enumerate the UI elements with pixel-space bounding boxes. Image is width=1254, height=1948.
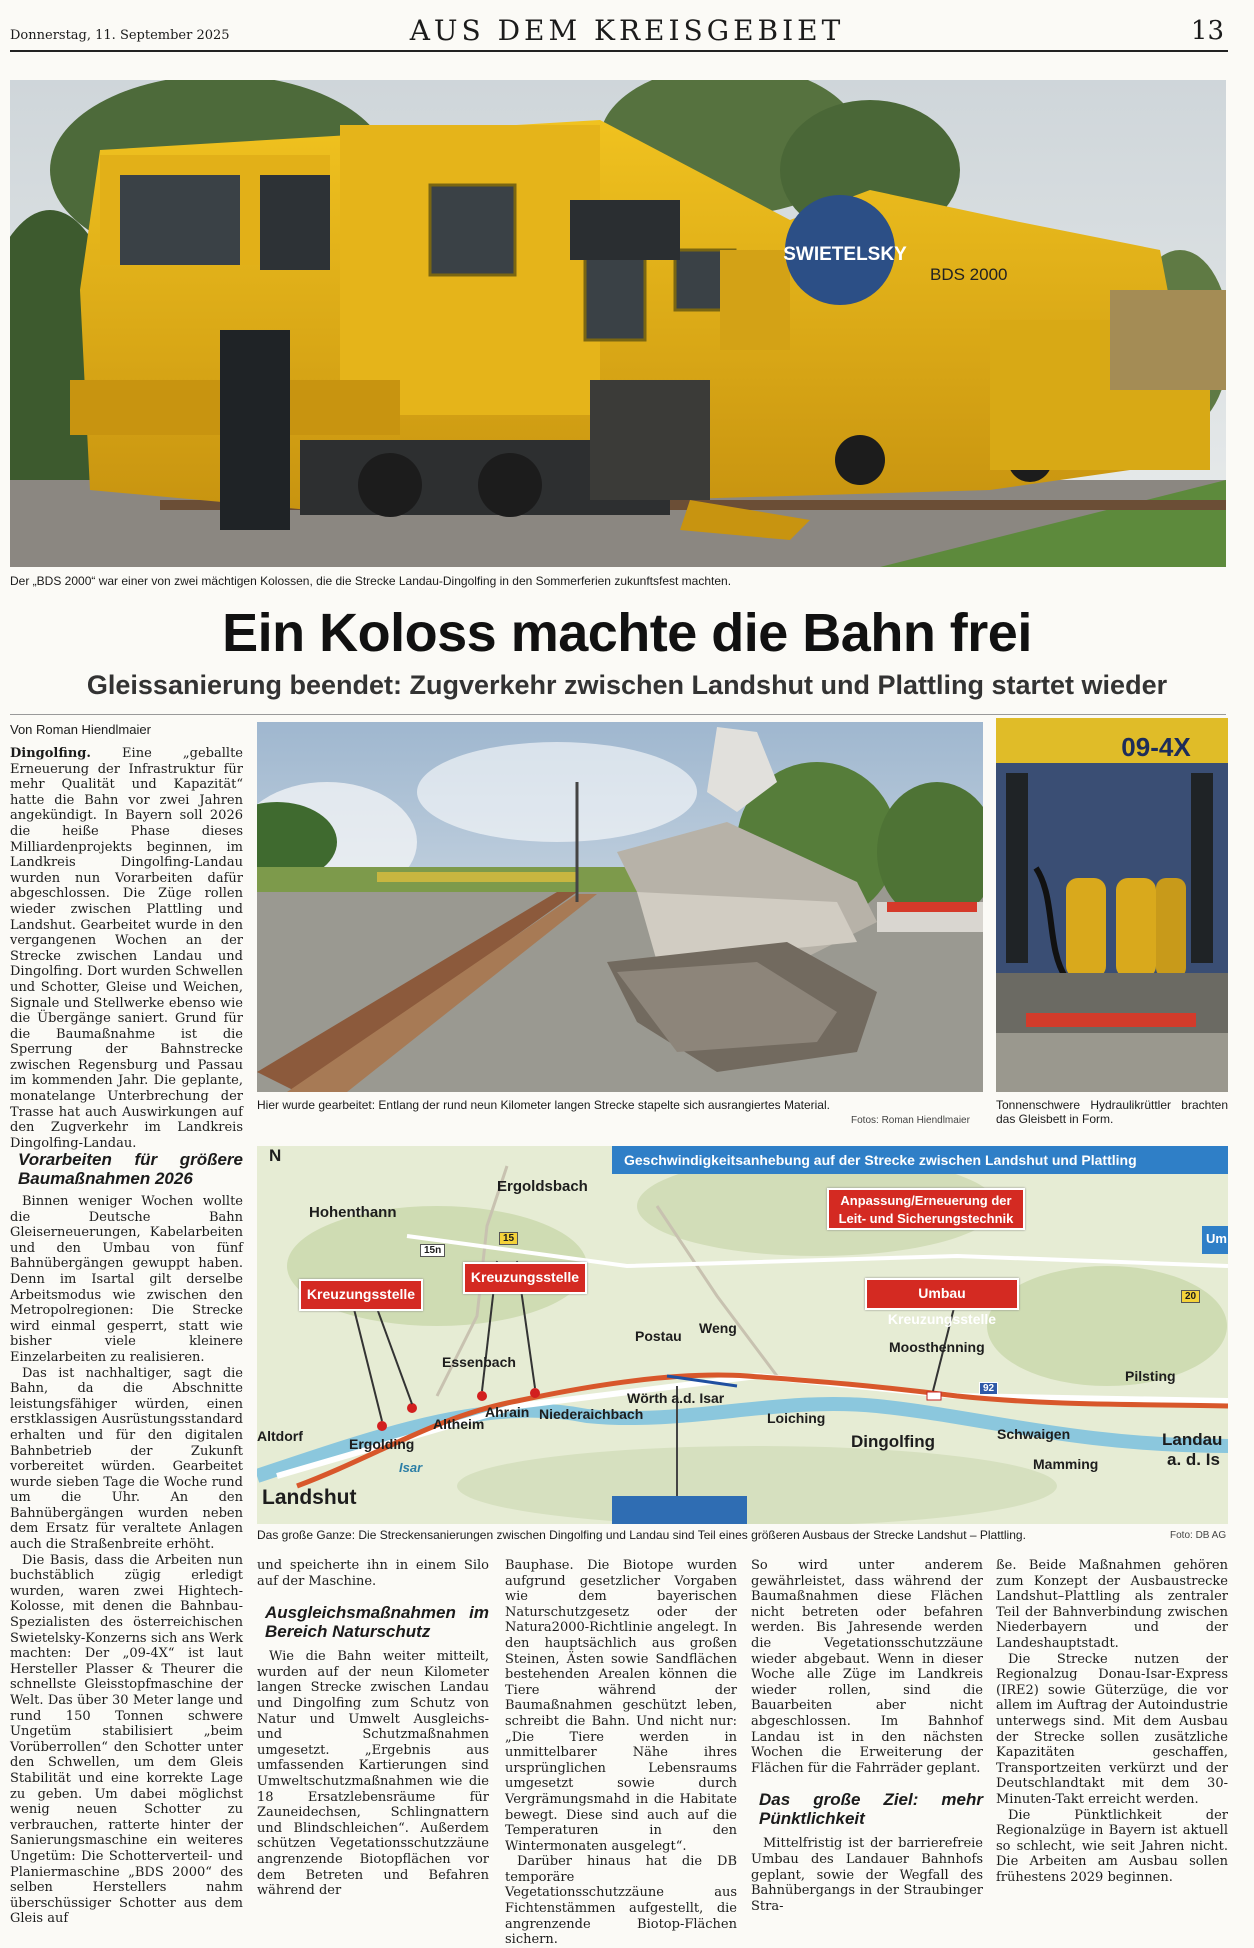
page-number: 13 bbox=[1190, 16, 1224, 46]
place-ergolding: Ergolding bbox=[349, 1436, 415, 1452]
photo-top-caption: Der „BDS 2000“ war einer von zwei mächtigen Kolossen, die die Strecke Landau-Dingolfing in den Sommerferien zukunftsfest machten. bbox=[10, 574, 732, 588]
map-box-kreuzung-1: Kreuzungsstelle bbox=[299, 1279, 423, 1311]
photo-hydraulic-vibrators-image bbox=[996, 718, 1228, 1092]
interhead-vorarbeiten: Vorarbeiten für größere Baumaßnahmen 2026 bbox=[18, 1150, 243, 1188]
road-92: 92 bbox=[979, 1382, 998, 1395]
paragraph: Das ist nachhaltiger, sagt die Bahn, da die Abschnitte leistungsfähiger würden, einen erstklassigen Ausrüstungsstandard erhalten und für den digitalen Bahnbetrieb der Zukunft vorbereitet würden. Gearbeitet wurde sieben Tage die Woche rund um die Uhr. An den Bahnübergängen wurden neben dem Ersatz für veraltete Anlagen auch die Straßenbreite erhöht. bbox=[10, 1365, 243, 1553]
paragraph: Die Basis, dass die Arbeiten nun buchstäblich zügig erledigt wurden, waren zwei Hightech-Kolosse, mit denen die Bahnbau-Spezialisten des österreichischen Swietelsky-Konzerns sich ans Werk machten: Der „09-4X“ ist laut Hersteller Plasser & Theurer die schnellste Gleisstopfmaschine der Welt. Das über 30 Meter lange und rund 150 Tonnen schwere Ungetüm stabilisiert „beim Vorüberrollen“ den Schotter unter den Schwellen, um dem Gleis Stabilität und eine korrekte Lage zu geben. Um dabei möglichst wenig neuen Schotter zu verbrauchen, ratterte hinter der Sanierungsmaschine ein weiteres Ungetüm: Die Schotterverteil- und Planiermaschine „BDS 2000“ des selben Herstellers nahm überschüssiger Schotter aus dem Gleis auf bbox=[10, 1552, 243, 1927]
road-20: 20 bbox=[1181, 1290, 1200, 1303]
issue-date: Donnerstag, 11. September 2025 bbox=[10, 28, 230, 43]
dateline: Dingolfing. bbox=[10, 746, 91, 761]
place-niederaichbach: Niederaichbach bbox=[539, 1406, 644, 1422]
interhead-naturschutz: Ausgleichsmaßnahmen im Bereich Naturschutz bbox=[265, 1603, 489, 1642]
paragraph: Die Strecke nutzen der Regionalzug Donau-Isar-Express (IRE2) sowie Güterzüge, die vor allem im Auftrag der Autoindustrie unterwegs sind. Mit dem Ausbau der Strecke sollen zusätzliche Kapazitäten geschaffen, Transportzeiten verkürzt und der Deutschlandtakt mit dem 30-Minuten-Takt erreicht werden. bbox=[996, 1651, 1228, 1807]
road-15: 15 bbox=[499, 1232, 518, 1245]
photo-bds2000-image bbox=[10, 80, 1226, 567]
place-altheim: Altheim bbox=[433, 1416, 485, 1432]
header-rule bbox=[10, 50, 1228, 52]
place-pilsting: Pilsting bbox=[1125, 1368, 1176, 1384]
article-col5 bbox=[996, 1558, 1228, 1885]
map-caption: Das große Ganze: Die Streckensanierungen zwischen Dingolfing und Landau sind Teil eines größeren Ausbaus der Strecke Landshut – Plattling. bbox=[257, 1528, 1026, 1542]
photo-mid-caption: Hier wurde gearbeitet: Entlang der rund neun Kilometer langen Strecke stapelte sich ausrangiertes Material. bbox=[257, 1098, 830, 1112]
paragraph: So wird unter anderem gewährleistet, dass während der Baumaßnahmen diese Flächen nicht betreten oder befahren werden. Bis Jahresende werden die Vegetationsschutzzäune wieder abgebaut. Wenn in dieser Woche alle Züge im Landkreis wieder rollen, sind die Bauarbeiten aber nicht abgeschlossen. Im Bahnhof Landau ist in den nächsten Wochen die Erweiterung der Flächen für die Fahrräder geplant. bbox=[751, 1558, 983, 1776]
bds-model-text: BDS 2000 bbox=[930, 265, 1008, 284]
section-title: AUS DEM KREISGEBIET bbox=[409, 14, 845, 47]
place-essenbach: Essenbach bbox=[442, 1354, 516, 1370]
article-col2 bbox=[257, 1558, 489, 1899]
map-banner: Geschwindigkeitsanhebung auf der Strecke zwischen Landshut und Plattling bbox=[624, 1152, 1137, 1168]
headline: Ein Koloss machte die Bahn frei bbox=[222, 603, 1032, 663]
paragraph: und speicherte ihn in einem Silo auf der Maschine. bbox=[257, 1558, 489, 1589]
article-lead-text: Eine „geballte Erneuerung der Infrastruktur für mehr Qualität und Kapazität“ hatte die Bahn vor zwei Jahren angekündigt. In Bayern soll 2026 die heiße Phase dieses Milliardenprojekts beginnen, im Landkreis Dingolfing-Landau wurden nun Vorarbeiten dafür abgeschlossen. Die Züge rollen wieder zwischen Plattling und Landshut. Gearbeitet wurde in den vergangenen Wochen an der Strecke zwischen Landau und Dingolfing. Dort wurden Schwellen und Schotter, Gleise und Weichen, Signale und Stellwerke ebenso wie die Übergänge saniert. Grund für die Baumaßnahme ist die Sperrung der Bahnstrecke zwischen Regensburg und Passau im kommenden Jahr. Die geplante, monatelange Unterbrechung der Trasse hat auch Auswirkungen auf den Zugverkehr im Landkreis Dingolfing-Landau. bbox=[10, 746, 243, 1151]
headline-rule bbox=[10, 714, 1226, 715]
place-woerth: Wörth a.d. Isar bbox=[627, 1390, 725, 1406]
place-altdorf: Altdorf bbox=[257, 1428, 303, 1444]
place-postau: Postau bbox=[635, 1328, 682, 1344]
place-loiching: Loiching bbox=[767, 1410, 826, 1426]
map-credit: Foto: DB AG bbox=[1170, 1530, 1227, 1541]
article-col4 bbox=[751, 1558, 983, 1914]
road-15n: 15n bbox=[420, 1244, 445, 1257]
place-ergoldsbach: Ergoldsbach bbox=[497, 1178, 588, 1195]
byline: Von Roman Hiendlmaier bbox=[10, 722, 151, 737]
paragraph: Binnen weniger Wochen wollte die Deutsche Bahn Gleiserneuerungen, Kabelarbeiten und den Umbau von fünf Bahnübergängen gewuppt haben. Denn im Isartal gilt derselbe Arbeitsmodus wie zwischen den Metropolregionen: Die Strecke wird einmal gesperrt, statt wie bisher viele kleinere Einzelarbeiten zu realisieren. bbox=[10, 1194, 243, 1365]
bds-brand-text: SWIETELSKY bbox=[783, 244, 907, 265]
article-col3 bbox=[505, 1558, 737, 1948]
map-banner-right: Um bbox=[1202, 1226, 1228, 1254]
photo-mid-credit: Fotos: Roman Hiendlmaier bbox=[851, 1115, 970, 1126]
interhead-puenktlichkeit: Das große Ziel: mehr Pünktlichkeit bbox=[759, 1790, 983, 1829]
place-landshut: Landshut bbox=[262, 1486, 357, 1509]
place-schwaigen: Schwaigen bbox=[997, 1426, 1071, 1442]
place-mamming: Mamming bbox=[1033, 1456, 1099, 1472]
machine-sign-text: 09-4X bbox=[1121, 732, 1191, 762]
photo-material-stack bbox=[257, 722, 983, 1092]
place-hohenthann: Hohenthann bbox=[309, 1204, 397, 1221]
photo-bds2000 bbox=[10, 80, 1226, 567]
article-col1-top bbox=[10, 746, 243, 1151]
paragraph: Bauphase. Die Biotope wurden aufgrund gesetzlicher Vorgaben wie dem bayerischen Naturschutzgesetz oder der Natura2000-Richtlinie angelegt. In den hauptsächlich aus großen Steinen, Ästen sowie Sandflächen bestehenden Arealen können die Tiere während der Baumaßnahmen geschützt leben, schreibt die Bahn. Und nicht nur: „Die Tiere werden in unmittelbarer Nähe ihres ursprünglichen Lebensraums umgesetzt sowie durch Vergrämungsmahd in die Habitate bewegt. Diese sind auch auf die Temperaturen in den Wintermonaten ausgelegt“. bbox=[505, 1558, 737, 1854]
map-box-umbau: Umbau Kreuzungsstelle bbox=[865, 1278, 1019, 1310]
place-landau: Landau bbox=[1162, 1430, 1223, 1449]
subheadline: Gleissanierung beendet: Zugverkehr zwischen Landshut und Plattling startet wieder bbox=[86, 670, 1168, 700]
map-box-kreuzung-2: Kreuzungsstelle bbox=[463, 1262, 587, 1294]
paragraph: Darüber hinaus hat die DB temporäre Vegetationsschutzzäune aus Fichtenstämmen aufgestellt, die angrenzende Biotop-Flächen sichern. bbox=[505, 1854, 737, 1948]
paragraph: ße. Beide Maßnahmen gehören zum Konzept der Ausbaustrecke Landshut–Plattling als zentraler Teil der Bahnverbindung zwischen Niederbayern und der Landeshauptstadt. bbox=[996, 1558, 1228, 1651]
paragraph: Mittelfristig ist der barrierefreie Umbau des Landauer Bahnhofs geplant, sowie der Wegfall des Bahnübergangs in der Straubinger Stra- bbox=[751, 1836, 983, 1914]
article-col1 bbox=[10, 1150, 243, 1927]
place-ahrain: Ahrain bbox=[485, 1404, 530, 1420]
route-map bbox=[257, 1146, 1228, 1524]
photo-hydraulic-vibrators bbox=[996, 718, 1228, 1092]
map-box-leittechnik: Anpassung/Erneuerung der Leit- und Sicherungstechnik bbox=[827, 1188, 1025, 1230]
photo-right-caption: Tonnenschwere Hydraulikrüttler brachten das Gleisbett in Form. bbox=[996, 1098, 1228, 1126]
photo-material-stack-image bbox=[257, 722, 983, 1092]
place-moosthenning: Moosthenning bbox=[889, 1339, 985, 1355]
place-weng: Weng bbox=[699, 1320, 737, 1336]
paragraph: Wie die Bahn weiter mitteilt, wurden auf der neun Kilometer langen Strecke zwischen Landau und Dingolfing zum Schutz von Natur und Umwelt Ausgleichs- und Schutzmaßnahmen umgesetzt. „Ergebnis aus umfassenden Kartierungen sind Umweltschutzmaßnahmen wie die 18 Ersatzlebensräume für Zauneidechsen, Schlingnattern und Blindschleichen“. Außerdem schützen Vegetationsschutzzäune angrenzende Biotopflächen vor dem Betreten und Befahren während der bbox=[257, 1649, 489, 1899]
river-isar: Isar bbox=[399, 1460, 423, 1475]
place-dingolfing: Dingolfing bbox=[851, 1432, 936, 1451]
place-landau-suffix: a. d. Is bbox=[1167, 1450, 1220, 1469]
paragraph: Die Pünktlichkeit der Regionalzüge in Bayern ist aktuell so schlecht, wie seit Jahren nicht. Die Arbeiten am Ausbau sollen frühestens 2029 beginnen. bbox=[996, 1807, 1228, 1885]
north-arrow: N bbox=[269, 1146, 282, 1165]
